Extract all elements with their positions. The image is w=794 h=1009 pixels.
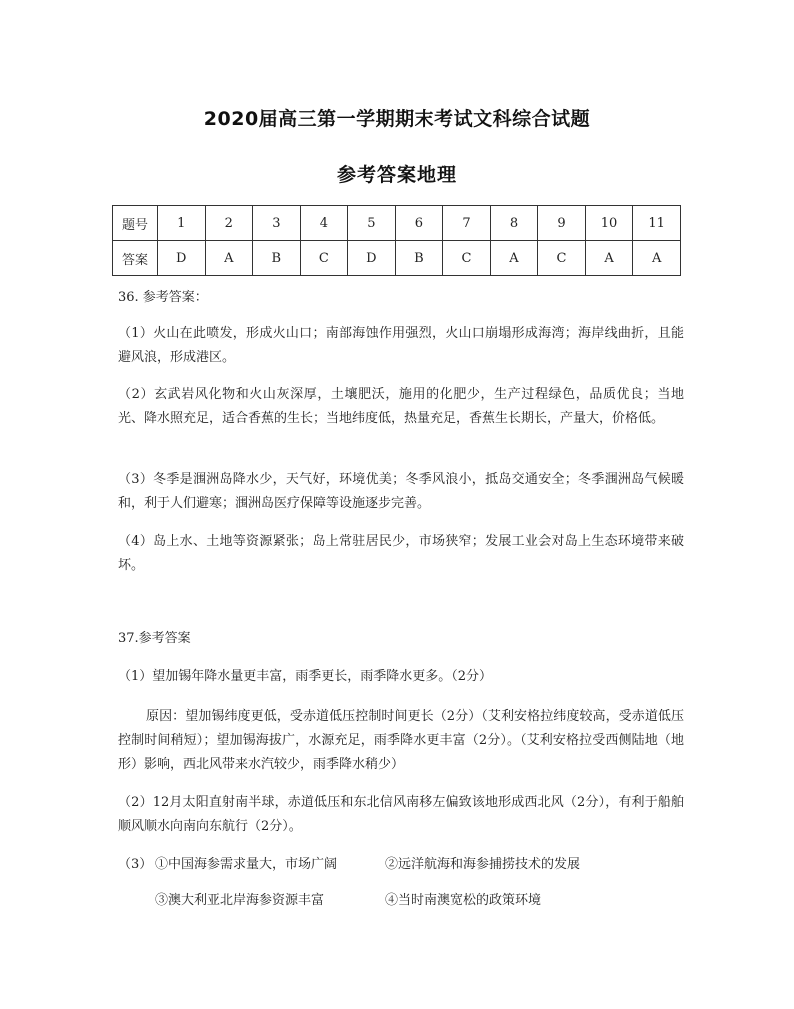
question-number: 9 (538, 206, 586, 241)
q37-reason: 原因：望加锡纬度更低，受赤道低压控制时间更长（2分）（艾利安格拉纬度较高，受赤道低压控制时间稍短）；望加锡海拔广，水源充足，雨季降水更丰富（2分）。（艾利安格拉受西侧陆地（地形）影响，西北风带来水汽较少，雨季降水稍少） (118, 709, 684, 772)
q37-answer-2: （2）12月太阳直射南半球，赤道低压和东北信风南移左偏致该地形成西北风（2分），有利于船舶顺风顺水向南向东航行（2分）。 (118, 795, 684, 834)
question-number: 5 (348, 206, 396, 241)
question-number: 10 (585, 206, 633, 241)
row-header-answer: 答案 (113, 241, 158, 276)
q36-answer-2: （2）玄武岩风化物和火山灰深厚，土壤肥沃，施用的化肥少，生产过程绿色，品质优良；当地光、降水照充足，适合香蕉的生长；当地纬度低，热量充足，香蕉生长期长，产量大，价格低。 (118, 387, 684, 426)
q37-heading: 37.参考答案 (118, 631, 191, 646)
question-number: 4 (300, 206, 348, 241)
page-title: 2020届高三第一学期期末考试文科综合试题 (203, 108, 591, 130)
q36-answer-1: （1）火山在此喷发，形成火山口；南部海蚀作用强烈，火山口崩塌形成海湾；海岸线曲折，且能避风浪，形成港区。 (118, 326, 684, 365)
answer-cell: C (443, 241, 491, 276)
table-row-numbers (113, 206, 681, 241)
table-row-answers (113, 241, 681, 276)
question-number: 6 (395, 206, 443, 241)
q36-heading: 36. 参考答案： (118, 290, 208, 305)
answer-table (112, 205, 681, 276)
answer-cell: A (585, 241, 633, 276)
q37-part3-prefix: （3） (118, 857, 153, 872)
page-subtitle: 参考答案地理 (336, 164, 457, 186)
answer-cell: B (253, 241, 301, 276)
question-number: 1 (158, 206, 206, 241)
answer-cell: C (300, 241, 348, 276)
row-header-number: 题号 (113, 206, 158, 241)
question-number: 11 (633, 206, 681, 241)
q37-point-4: ④当时南澳宽松的政策环境 (385, 893, 542, 908)
question-number: 7 (443, 206, 491, 241)
question-number: 3 (253, 206, 301, 241)
answer-cell: D (158, 241, 206, 276)
q37-point-3: ③澳大利亚北岸海参资源丰富 (155, 893, 325, 908)
answer-cell: A (205, 241, 253, 276)
q36-answer-3: （3）冬季是涠洲岛降水少，天气好，环境优美；冬季风浪小，抵岛交通安全；冬季涠洲岛气候暖和，利于人们避寒；涠洲岛医疗保障等设施逐步完善。 (118, 472, 684, 511)
q37-point-1: ①中国海参需求量大，市场广阔 (155, 857, 338, 872)
answer-cell: A (490, 241, 538, 276)
question-number: 2 (205, 206, 253, 241)
q37-point-2: ②远洋航海和海参捕捞技术的发展 (385, 857, 581, 872)
q36-answer-4: （4）岛上水、土地等资源紧张；岛上常驻居民少，市场狭窄；发展工业会对岛上生态环境带来破坏。 (118, 534, 684, 573)
question-number: 8 (490, 206, 538, 241)
answer-cell: A (633, 241, 681, 276)
answer-cell: C (538, 241, 586, 276)
answer-cell: B (395, 241, 443, 276)
answer-cell: D (348, 241, 396, 276)
q37-answer-1: （1）望加锡年降水量更丰富，雨季更长，雨季降水更多。（2分） (118, 669, 493, 684)
